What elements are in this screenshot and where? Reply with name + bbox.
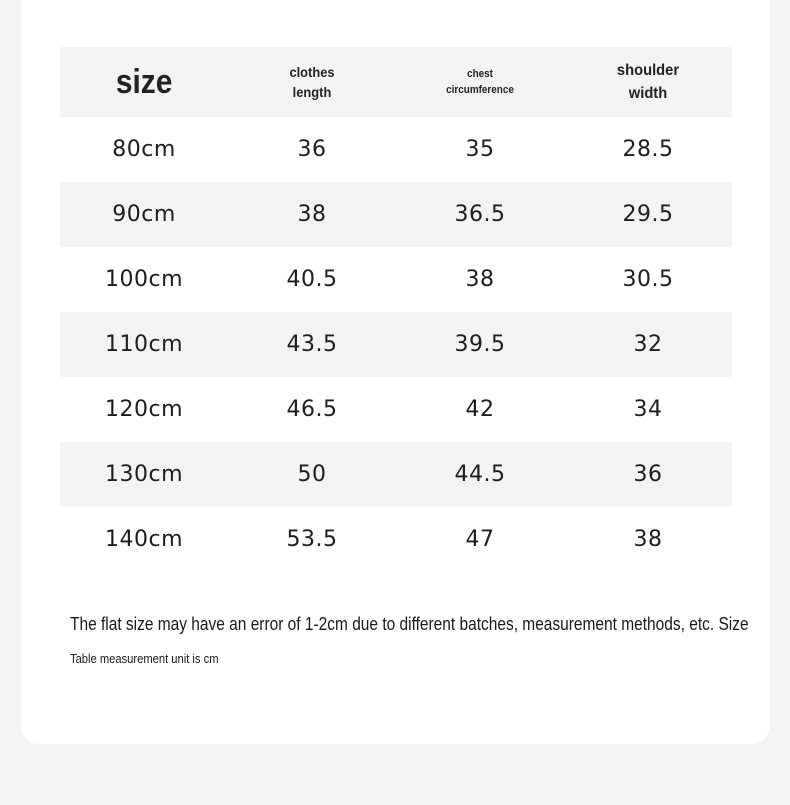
size-cell: 130cm xyxy=(104,462,184,487)
measurement-unit-note: Table measurement unit is cm xyxy=(70,651,219,666)
table-row xyxy=(60,442,732,507)
chest-cell: 36.5 xyxy=(454,202,506,227)
size-cell: 90cm xyxy=(112,202,176,227)
length-cell: 38 xyxy=(297,202,327,227)
chest-cell: 47 xyxy=(465,527,495,552)
length-cell: 40.5 xyxy=(286,267,338,292)
header-clothes-length: clothes length xyxy=(289,64,335,100)
measurement-error-note: The flat size may have an error of 1-2cm due to different batches, measurement methods, etc. Size xyxy=(70,614,749,634)
header-shoulder-width: shoulder width xyxy=(616,62,680,102)
size-cell: 110cm xyxy=(104,332,184,357)
size-table xyxy=(60,47,732,572)
header-size: size xyxy=(115,62,173,101)
table-header-row xyxy=(60,47,732,117)
shoulder-cell: 38 xyxy=(633,527,663,552)
shoulder-cell: 28.5 xyxy=(622,137,674,162)
size-cell: 80cm xyxy=(112,137,176,162)
table-row xyxy=(60,507,732,572)
shoulder-cell: 34 xyxy=(633,397,663,422)
chest-cell: 39.5 xyxy=(454,332,506,357)
chest-cell: 44.5 xyxy=(454,462,506,487)
table-row xyxy=(60,377,732,442)
size-cell: 100cm xyxy=(104,267,184,292)
shoulder-cell: 36 xyxy=(633,462,663,487)
table-row xyxy=(60,247,732,312)
length-cell: 43.5 xyxy=(286,332,338,357)
shoulder-cell: 29.5 xyxy=(622,202,674,227)
table-row xyxy=(60,182,732,247)
chest-cell: 42 xyxy=(465,397,495,422)
size-cell: 140cm xyxy=(104,527,184,552)
header-chest-circumference: chest circumference xyxy=(446,68,514,96)
length-cell: 36 xyxy=(297,137,327,162)
table-row xyxy=(60,312,732,377)
chest-cell: 38 xyxy=(465,267,495,292)
table-row xyxy=(60,117,732,182)
length-cell: 50 xyxy=(297,462,327,487)
shoulder-cell: 30.5 xyxy=(622,267,674,292)
shoulder-cell: 32 xyxy=(633,332,663,357)
size-cell: 120cm xyxy=(104,397,184,422)
chest-cell: 35 xyxy=(465,137,495,162)
length-cell: 53.5 xyxy=(286,527,338,552)
length-cell: 46.5 xyxy=(286,397,338,422)
